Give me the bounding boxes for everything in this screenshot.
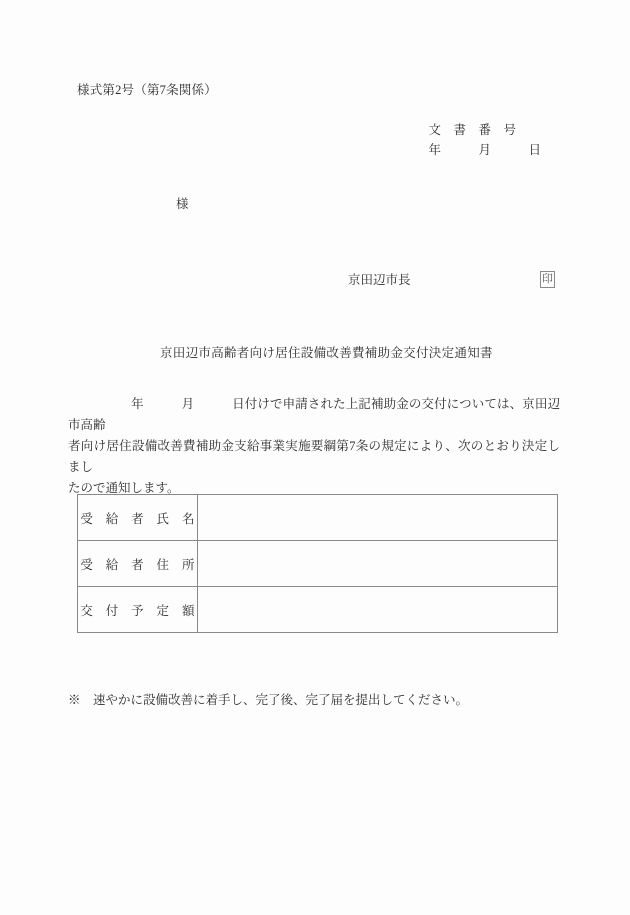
document-number-label: 文 書 番 号: [428, 123, 516, 137]
decision-details-table: [77, 494, 558, 633]
body-line-2: 者向け居住設備改善費補助金支給事業実施要綱第7条の規定により、次のとおり決定しまし: [68, 439, 560, 474]
document-meta-block: [428, 120, 541, 160]
form-number-label: 様式第2号（第7条関係）: [77, 83, 217, 97]
body-line-3: たので通知します。: [68, 481, 180, 495]
seal-stamp-icon: 印: [540, 271, 555, 288]
table-row: [78, 541, 558, 587]
issuer-row: [348, 270, 555, 288]
row-label-recipient-address: 受 給 者 住 所: [78, 541, 198, 587]
table-row: [78, 587, 558, 633]
footnote-text: ※ 速やかに設備改善に着手し、完了後、完了届を提出してください。: [68, 693, 469, 707]
table-row: [78, 495, 558, 541]
row-value-recipient-name[interactable]: [198, 495, 558, 541]
body-date-blank: 年 月 日: [131, 397, 245, 411]
issuer-name: 京田辺市長: [348, 273, 411, 287]
body-paragraph: [68, 394, 560, 499]
row-value-planned-amount[interactable]: [198, 587, 558, 633]
body-line-1-rest: 付けで申請された上記補助金の交付については、京田辺市高齢: [68, 397, 560, 432]
row-label-recipient-name: 受 給 者 氏 名: [78, 495, 198, 541]
document-date-label: 年 月 日: [428, 143, 541, 157]
row-label-planned-amount: 交 付 予 定 額: [78, 587, 198, 633]
body-line-1: [68, 394, 560, 436]
page-title: 京田辺市高齢者向け居住設備改善費補助金交付決定通知書: [160, 346, 493, 360]
row-value-recipient-address[interactable]: [198, 541, 558, 587]
recipient-honorific: 様: [176, 197, 189, 211]
